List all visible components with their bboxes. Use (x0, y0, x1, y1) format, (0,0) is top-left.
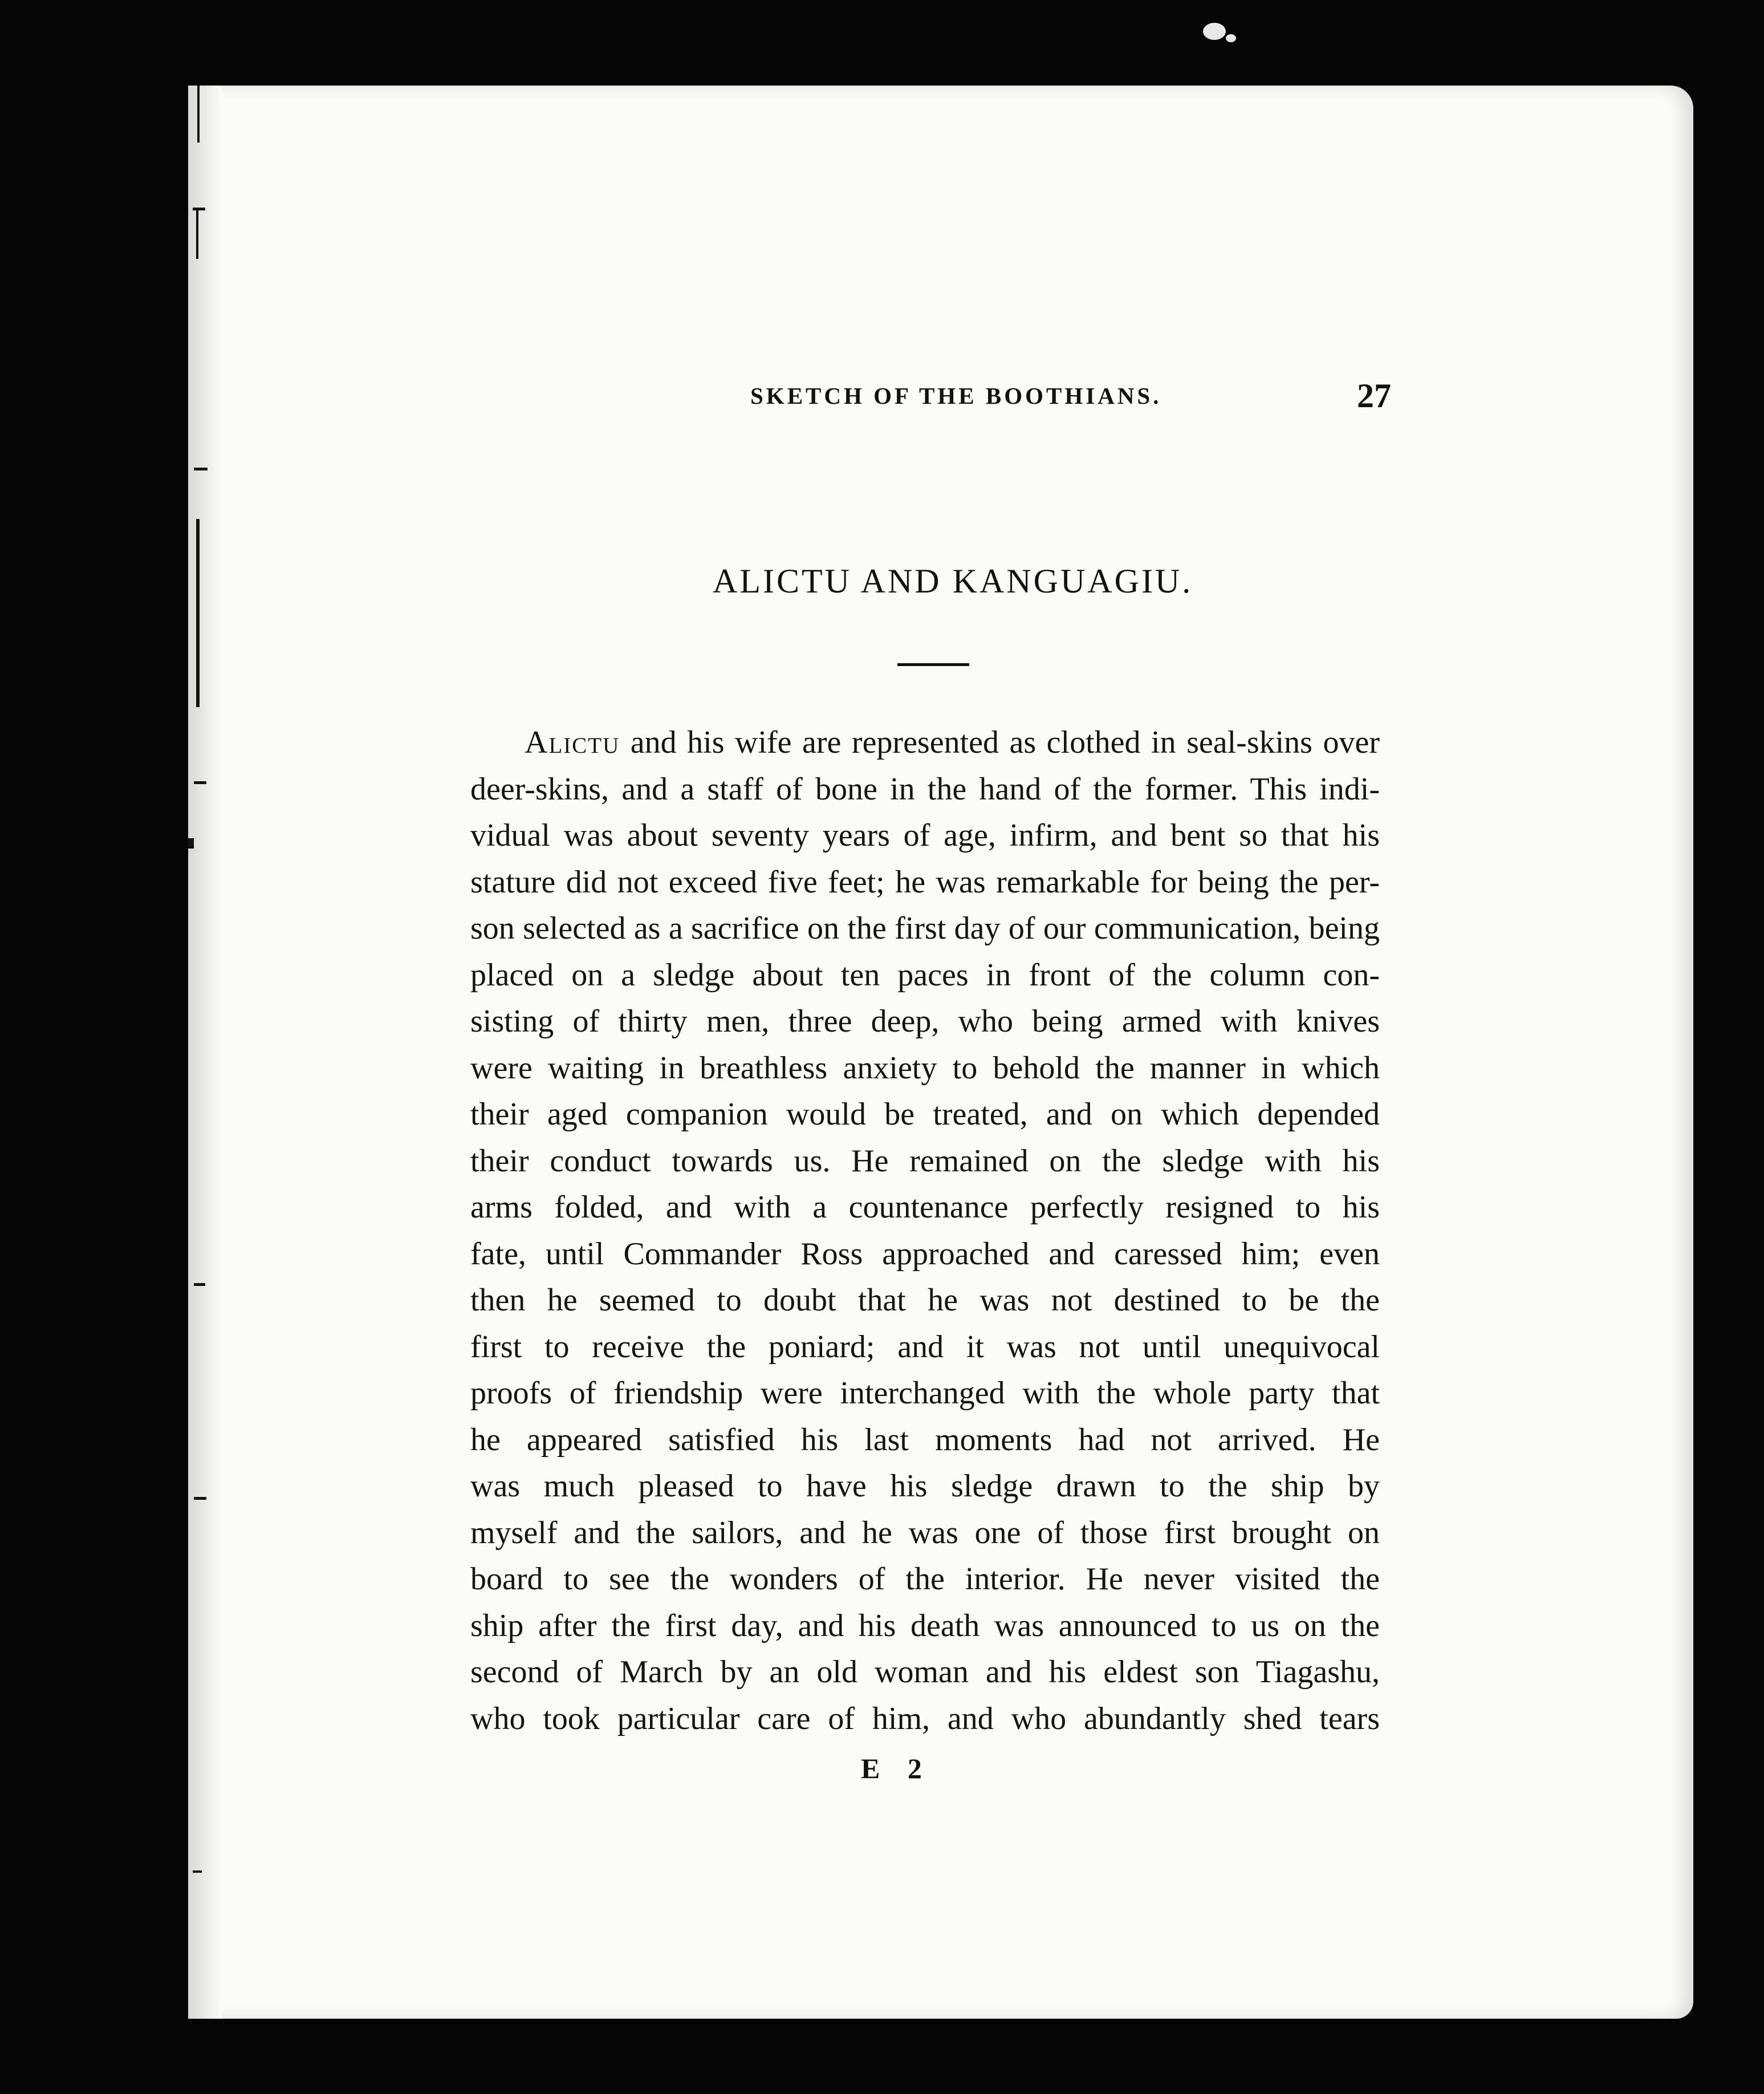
body-line: sisting of thirty men, three deep, who being armed with knives (470, 1004, 1380, 1039)
margin-mark (194, 781, 206, 784)
page-number: 27 (1357, 377, 1391, 415)
body-line: first to receive the poniard; and it was not until unequivocal (470, 1329, 1380, 1365)
running-head: SKETCH OF THE BOOTHIANS. (750, 383, 1162, 409)
body-line: son selected as a sacrifice on the first day of our communication, being (470, 911, 1380, 946)
margin-mark (188, 838, 194, 849)
scan-speck (1226, 34, 1236, 42)
first-line-text: and his wife are represented as clothed in seal-skins over (620, 725, 1380, 760)
margin-mark (196, 519, 200, 707)
page-gutter (188, 86, 222, 2019)
title-rule (897, 663, 969, 666)
body-line: second of March by an old woman and his eldest son Tiagashu, (470, 1654, 1380, 1690)
body-line: he appeared satisfied his last moments had not arrived. He (470, 1422, 1380, 1458)
body-line: was much pleased to have his sledge drawn to the ship by (470, 1468, 1380, 1504)
margin-mark (197, 86, 200, 143)
margin-mark (193, 1870, 202, 1873)
margin-mark (194, 468, 208, 470)
body-text (470, 720, 1380, 1742)
scan-speck (1203, 23, 1226, 40)
body-line: deer-skins, and a staff of bone in the hand of the former. This indi- (470, 771, 1380, 807)
margin-mark (193, 208, 205, 210)
body-line: then he seemed to doubt that he was not destined to be the (470, 1283, 1380, 1318)
body-line: their conduct towards us. He remained on the sledge with his (470, 1143, 1380, 1179)
body-line: their aged companion would be treated, and on which depended (470, 1097, 1380, 1132)
body-line: proofs of friendship were interchanged with the whole party that (470, 1375, 1380, 1411)
body-line: placed on a sledge about ten paces in front of the column con- (470, 957, 1380, 993)
signature-mark: E 2 (861, 1752, 932, 1784)
margin-mark (194, 1497, 206, 1500)
body-line: who took particular care of him, and who abundantly shed tears (470, 1701, 1380, 1736)
body-line: were waiting in breathless anxiety to behold the manner in which (470, 1050, 1380, 1086)
margin-mark (194, 1283, 205, 1286)
section-title: ALICTU AND KANGUAGIU. (713, 562, 1193, 600)
body-line: board to see the wonders of the interior. He never visited the (470, 1561, 1380, 1597)
body-line: ship after the first day, and his death was announced to us on the (470, 1608, 1380, 1643)
body-line: stature did not exceed five feet; he was remarkable for being the per- (470, 864, 1380, 900)
body-line: arms folded, and with a countenance perfectly resigned to his (470, 1190, 1380, 1225)
body-line (470, 720, 1380, 766)
body-line: vidual was about seventy years of age, infirm, and bent so that his (470, 818, 1380, 853)
body-line: fate, until Commander Ross approached and caressed him; even (470, 1236, 1380, 1272)
margin-mark (196, 208, 198, 259)
body-line: myself and the sailors, and he was one of those first brought on (470, 1515, 1380, 1551)
opening-word: Alictu (525, 725, 620, 760)
